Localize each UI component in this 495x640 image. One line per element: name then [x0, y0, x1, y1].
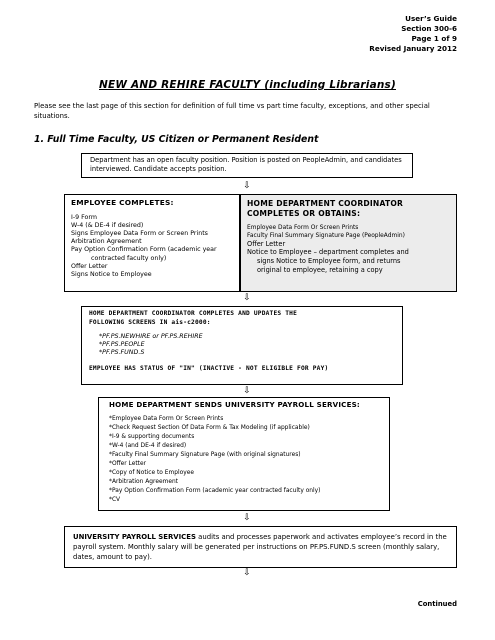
revised-label: Revised January 2012 — [369, 44, 457, 53]
document-header — [369, 14, 457, 54]
open-position-text: Department has an open faculty position. Position is posted on PeopleAdmin, and candidates interviewed. Candidate accepts position. — [90, 156, 402, 173]
employee-box-title: EMPLOYEE COMPLETES: — [71, 198, 174, 207]
continued-label: Continued — [417, 600, 457, 608]
down-arrow-icon: ⇩ — [243, 293, 251, 303]
list-item: I-9 Form — [71, 213, 97, 221]
list-item: Pay Option Confirmation Form (academic year — [71, 246, 217, 254]
intro-text: Please see the last page of this section for definition of full time vs part time faculty, exceptions, and other special situations. — [34, 102, 430, 120]
list-item: Offer Letter — [247, 240, 286, 248]
list-item: *Employee Data Form Or Screen Prints — [109, 415, 224, 422]
coordinator-box-title-2: COMPLETES OR OBTAINS: — [247, 209, 361, 218]
payroll-activation-text: audits and processes paperwork and activates employee’s record in the payroll system. Monthly salary will be generated per instructions on PF.PS.FUND.S screen (monthly salary, dates, amount to pay). — [73, 533, 447, 561]
screen-item: *PF.PS.PEOPLE — [99, 341, 145, 348]
down-arrow-icon: ⇩ — [243, 386, 251, 396]
list-item: *W-4 (and DE-4 if desired) — [109, 442, 187, 449]
notice-text-2: signs Notice to Employee form, and returns — [257, 257, 401, 265]
list-item: Signs Notice to Employee — [71, 271, 152, 279]
list-item: Employee Data Form Or Screen Prints — [247, 225, 359, 231]
payroll-box-title: HOME DEPARTMENT SENDS UNIVERSITY PAYROLL SERVICES: — [109, 400, 360, 409]
payroll-services-box — [98, 397, 390, 511]
notice-text-3: original to employee, retaining a copy — [257, 266, 383, 274]
list-item: *Copy of Notice to Employee — [109, 470, 194, 477]
update-box-title-2: FOLLOWING SCREENS IN ais-c2000: — [89, 318, 211, 326]
coordinator-obtains-box — [240, 194, 457, 292]
employee-completes-box — [64, 194, 240, 292]
payroll-services-label: UNIVERSITY PAYROLL SERVICES — [73, 533, 196, 541]
list-item: Signs Employee Data Form or Screen Prints — [71, 230, 208, 237]
list-item: *I-9 & supporting documents — [109, 433, 195, 440]
update-box-title-1: HOME DEPARTMENT COORDINATOR COMPLETES AND UPDATES THE — [89, 310, 298, 317]
down-arrow-icon: ⇩ — [243, 181, 251, 191]
update-screens-box — [81, 306, 403, 385]
list-item: Faculty Final Summary Signature Page (PeopleAdmin) — [247, 233, 405, 239]
list-item: W-4 (& DE-4 if desired) — [71, 221, 144, 229]
down-arrow-icon: ⇩ — [243, 568, 251, 578]
list-item: *Offer Letter — [109, 461, 147, 468]
page-label: Page 1 of 9 — [411, 34, 457, 43]
screen-item: *PF.PS.NEWHIRE or PF.PS.REHIRE — [99, 333, 203, 340]
list-item: contracted faculty only) — [91, 254, 167, 262]
screen-item: *PF.PS.FUND.S — [99, 349, 145, 356]
list-item: *Check Request Section Of Data Form & Tax Modeling (if applicable) — [109, 424, 310, 431]
list-item: *Pay Option Confirmation Form (academic year contracted faculty only) — [109, 488, 321, 495]
status-text: EMPLOYEE HAS STATUS OF "IN" (INACTIVE - NOT ELIGIBLE FOR PAY) — [89, 365, 329, 372]
list-item: *Faculty Final Summary Signature Page (with original signatures) — [109, 451, 301, 458]
open-position-box — [81, 153, 413, 178]
guide-label: User’s Guide — [405, 14, 457, 23]
coordinator-box-title-1: HOME DEPARTMENT COORDINATOR — [247, 199, 404, 208]
section-heading: 1. Full Time Faculty, US Citizen or Permanent Resident — [34, 134, 319, 145]
list-item: Arbitration Agreement — [71, 238, 142, 246]
down-arrow-icon: ⇩ — [243, 513, 251, 523]
payroll-activation-box — [64, 526, 457, 568]
list-item: *CV — [109, 497, 121, 504]
page-title: NEW AND REHIRE FACULTY (including Librarians) — [99, 79, 396, 91]
list-item: *Arbitration Agreement — [109, 479, 178, 486]
section-label: Section 300-6 — [401, 24, 457, 33]
list-item: Offer Letter — [71, 262, 108, 270]
notice-text-1: Notice to Employee – department completes and — [247, 248, 409, 256]
